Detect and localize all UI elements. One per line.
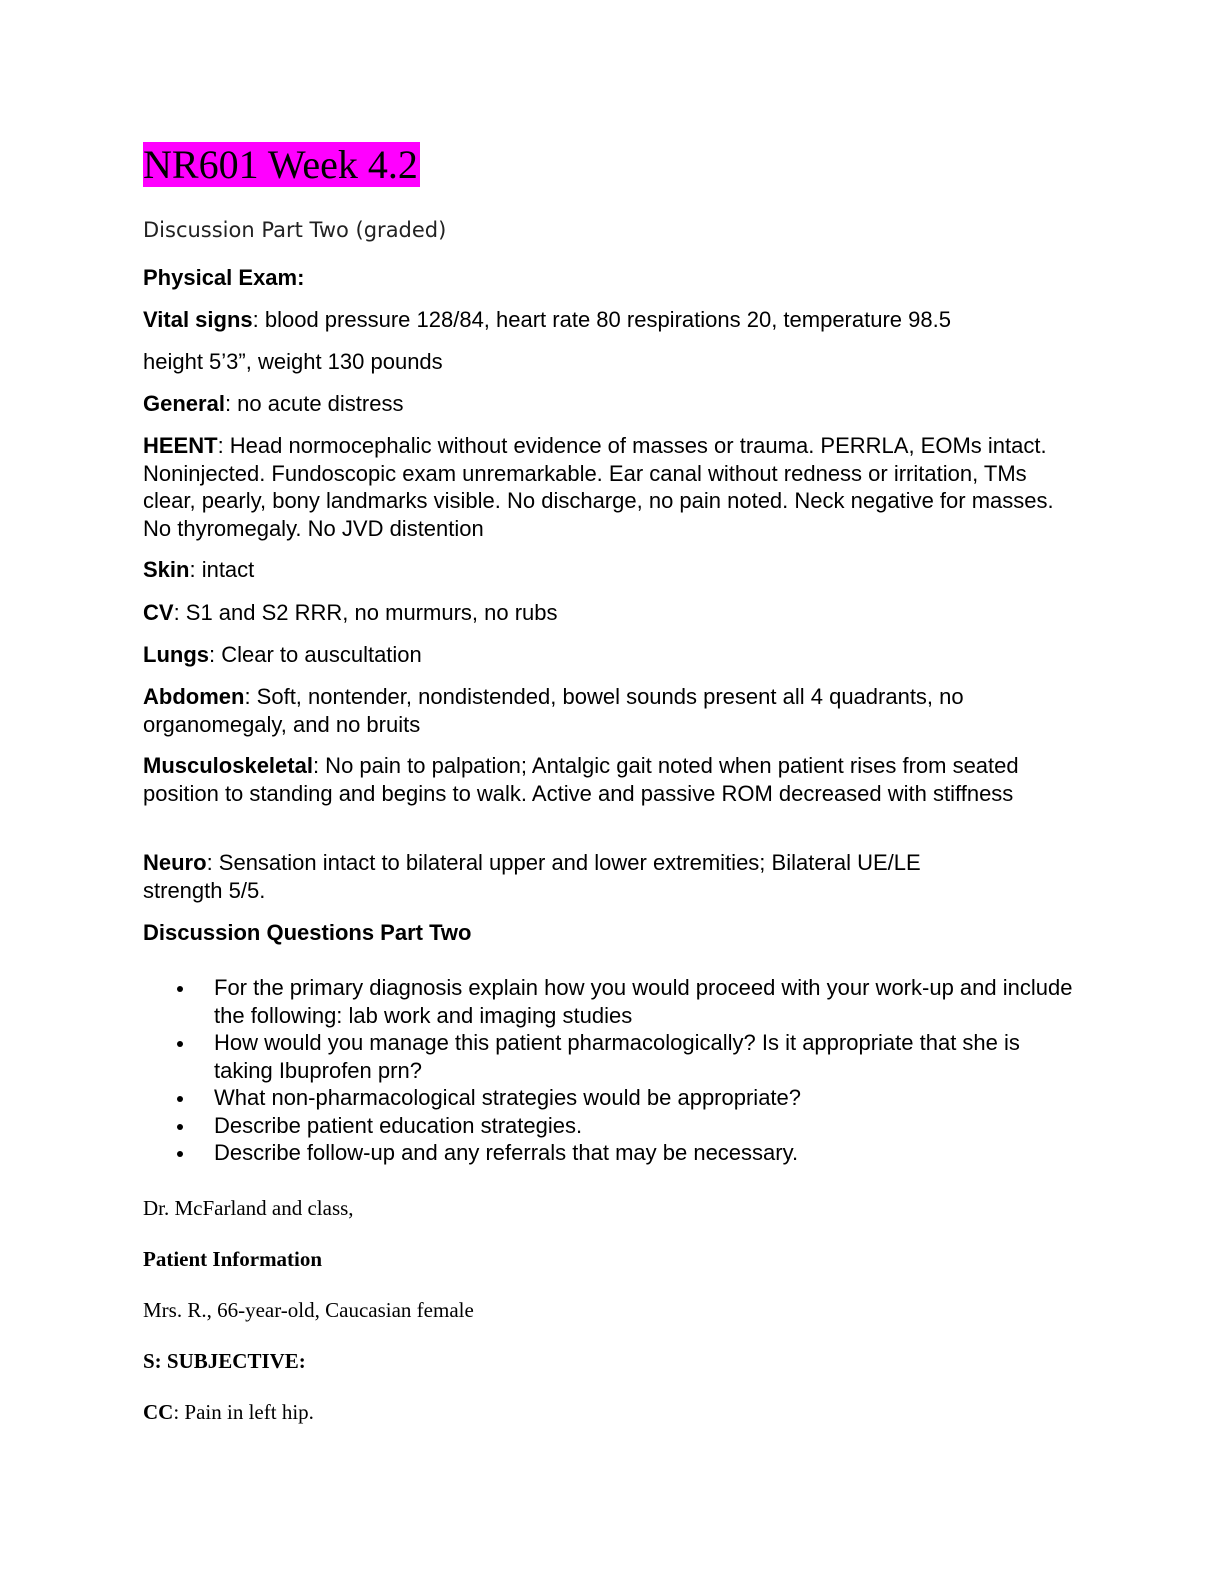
general-section: General: no acute distress xyxy=(143,391,404,416)
skin-section: Skin: intact xyxy=(143,557,255,582)
cv-section: CV: S1 and S2 RRR, no murmurs, no rubs xyxy=(143,600,558,625)
bullet-icon xyxy=(177,986,183,992)
list-item: How would you manage this patient pharmacologically? Is it appropriate that she is taking Ibuprofen prn? xyxy=(143,1029,1073,1084)
bullet-icon xyxy=(177,1041,183,1047)
vital-signs-line: Vital signs: blood pressure 128/84, heart rate 80 respirations 20, temperature 98.5 xyxy=(143,307,951,332)
bullet-icon xyxy=(177,1151,183,1157)
greeting: Dr. McFarland and class, xyxy=(143,1196,354,1220)
musculoskeletal-section: Musculoskeletal: No pain to palpation; Antalgic gait noted when patient rises from seated position to standing and begins to walk. Active and passive ROM decreased with stiffness xyxy=(143,753,1019,806)
list-item: What non-pharmacological strategies would be appropriate? xyxy=(143,1084,1073,1112)
discussion-questions-list xyxy=(143,974,1073,1167)
vital-signs-line-2: height 5’3”, weight 130 pounds xyxy=(143,349,443,374)
document-title: NR601 Week 4.2 xyxy=(143,142,418,187)
physical-exam-heading: Physical Exam: xyxy=(143,265,305,290)
heent-section: HEENT: Head normocephalic without evidence of masses or trauma. PERRLA, EOMs intact. Noninjected. Fundoscopic exam unremarkable. Ear canal without redness or irritation, TMs clear, pearly, bony landmarks visible. No discharge, no pain noted. Neck negative for masses. No thyromegaly. No JVD distention xyxy=(143,433,1054,541)
bullet-icon xyxy=(177,1124,183,1130)
list-item: Describe patient education strategies. xyxy=(143,1112,1073,1140)
bullet-icon xyxy=(177,1096,183,1102)
abdomen-section: Abdomen: Soft, nontender, nondistended, bowel sounds present all 4 quadrants, no organomegaly, and no bruits xyxy=(143,684,964,737)
discussion-questions-heading: Discussion Questions Part Two xyxy=(143,920,472,945)
list-item: For the primary diagnosis explain how you would proceed with your work-up and include the following: lab work and imaging studies xyxy=(143,974,1073,1029)
subjective-heading: S: SUBJECTIVE: xyxy=(143,1349,306,1373)
patient-information: Mrs. R., 66-year-old, Caucasian female xyxy=(143,1298,474,1322)
neuro-section: Neuro: Sensation intact to bilateral upper and lower extremities; Bilateral UE/LE strength 5/5. xyxy=(143,850,921,903)
lungs-section: Lungs: Clear to auscultation xyxy=(143,642,422,667)
discussion-subtitle: Discussion Part Two (graded) xyxy=(143,218,447,242)
list-item: Describe follow-up and any referrals that may be necessary. xyxy=(143,1139,1073,1167)
patient-information-heading: Patient Information xyxy=(143,1247,323,1271)
chief-complaint: CC: Pain in left hip. xyxy=(143,1400,314,1424)
